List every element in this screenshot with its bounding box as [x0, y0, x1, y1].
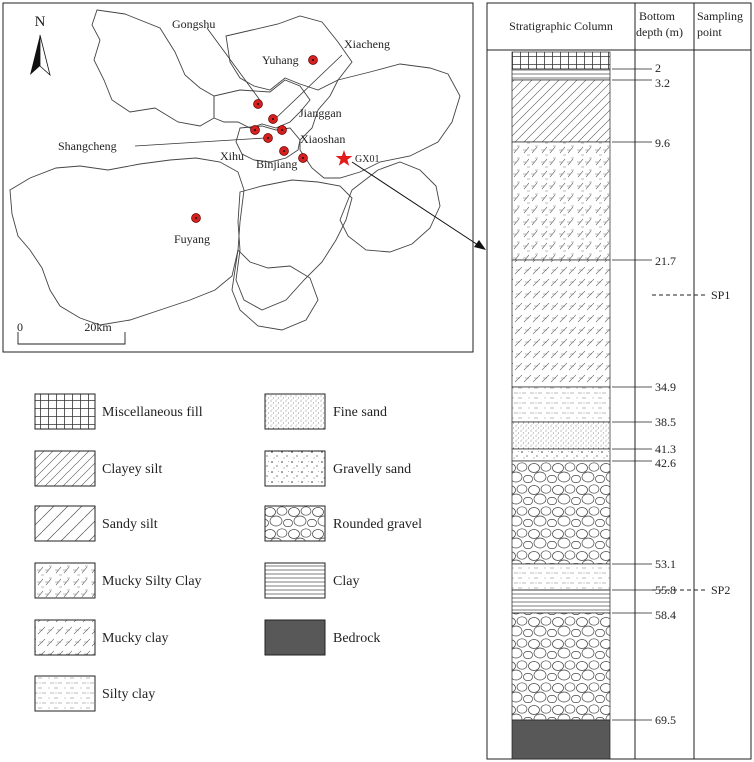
- legend-swatch-mucky-silty-clay: [35, 563, 95, 598]
- depth-label: 53.1: [655, 557, 676, 571]
- layer-clayey-silt: [512, 80, 610, 142]
- stratigraphic-table: [487, 3, 751, 759]
- depth-label: 2: [655, 61, 661, 75]
- legend-label-bedrock: Bedrock: [333, 631, 381, 646]
- depth-label: 3.2: [655, 76, 670, 90]
- label-xiacheng: Xiacheng: [344, 37, 390, 51]
- legend-swatch-clayey-silt: [35, 451, 95, 486]
- depth-label: 55.8: [655, 583, 676, 597]
- legend-label-sandy-silt: Sandy silt: [102, 517, 158, 532]
- legend-swatch-mucky-clay: [35, 620, 95, 655]
- legend-swatch-sandy-silt: [35, 506, 95, 541]
- header-depth-line1: Bottom: [639, 9, 676, 23]
- legend-label-gravelly-sand: Gravelly sand: [333, 462, 412, 477]
- layer-rounded-gravel: [512, 461, 610, 564]
- legend-label-fine-sand: Fine sand: [333, 405, 388, 420]
- legend-label-rounded-gravel: Rounded gravel: [333, 517, 423, 532]
- legend-swatch-bedrock: [265, 620, 325, 655]
- depth-label: 9.6: [655, 136, 670, 150]
- depth-label: 42.6: [655, 456, 676, 470]
- layer-miscellaneous-fill: [512, 52, 610, 69]
- header-sampling-line1: Sampling: [697, 9, 744, 23]
- layer-clay: [512, 590, 610, 613]
- label-gongshu: Gongshu: [172, 17, 216, 31]
- depth-label: 58.4: [655, 608, 676, 622]
- sampling-point-sp2: SP2: [711, 583, 731, 597]
- label-jianggan: Jianggan: [299, 106, 342, 120]
- sampling-point-sp1: SP1: [711, 288, 731, 302]
- layer-gravelly-sand: [512, 449, 610, 461]
- legend-label-mucky-silty-clay: Mucky Silty Clay: [102, 574, 202, 589]
- layer-mucky-silty-clay: [512, 142, 610, 260]
- legend-swatch-rounded-gravel: [265, 506, 325, 541]
- legend: [35, 394, 422, 711]
- header-stratigraphic-column: Stratigraphic Column: [509, 19, 613, 33]
- header-depth-line2: depth (m): [636, 25, 683, 39]
- depth-label: 41.3: [655, 442, 676, 456]
- legend-swatch-silty-clay: [35, 676, 95, 711]
- scale-label-start: 0: [17, 320, 23, 334]
- legend-swatch-clay: [265, 563, 325, 598]
- depth-label: 21.7: [655, 254, 676, 268]
- layer-bedrock: [512, 720, 610, 759]
- location-map: [3, 3, 473, 352]
- label-xiaoshan: Xiaoshan: [300, 132, 346, 146]
- layer-clay: [512, 69, 610, 80]
- header-sampling-line2: point: [697, 25, 722, 39]
- layer-silty-clay: [512, 387, 610, 422]
- layer-rounded-gravel: [512, 613, 610, 720]
- depth-ticks: [612, 69, 652, 720]
- label-xihu: Xihu: [220, 149, 244, 163]
- label-yuhang: Yuhang: [262, 53, 299, 67]
- legend-swatch-fine-sand: [265, 394, 325, 429]
- stratigraphic-column: [512, 52, 610, 759]
- label-fuyang: Fuyang: [174, 232, 210, 246]
- north-label: N: [34, 14, 46, 30]
- scale-label-end: 20km: [84, 320, 112, 334]
- legend-label-mucky-clay: Mucky clay: [102, 631, 169, 646]
- legend-label-miscellaneous-fill: Miscellaneous fill: [102, 405, 203, 420]
- layer-silty-clay: [512, 564, 610, 590]
- legend-swatch-miscellaneous-fill: [35, 394, 95, 429]
- layer-mucky-clay: [512, 260, 610, 387]
- label-shangcheng: Shangcheng: [58, 139, 117, 153]
- label-site-gx01: GX01: [355, 154, 380, 165]
- legend-label-clay: Clay: [333, 574, 360, 589]
- depth-label: 69.5: [655, 713, 676, 727]
- legend-swatch-gravelly-sand: [265, 451, 325, 486]
- depth-label: 34.9: [655, 380, 676, 394]
- depth-label: 38.5: [655, 415, 676, 429]
- layer-fine-sand: [512, 422, 610, 449]
- label-binjiang: Binjiang: [256, 157, 298, 171]
- legend-label-silty-clay: Silty clay: [102, 687, 156, 702]
- legend-label-clayey-silt: Clayey silt: [102, 462, 163, 477]
